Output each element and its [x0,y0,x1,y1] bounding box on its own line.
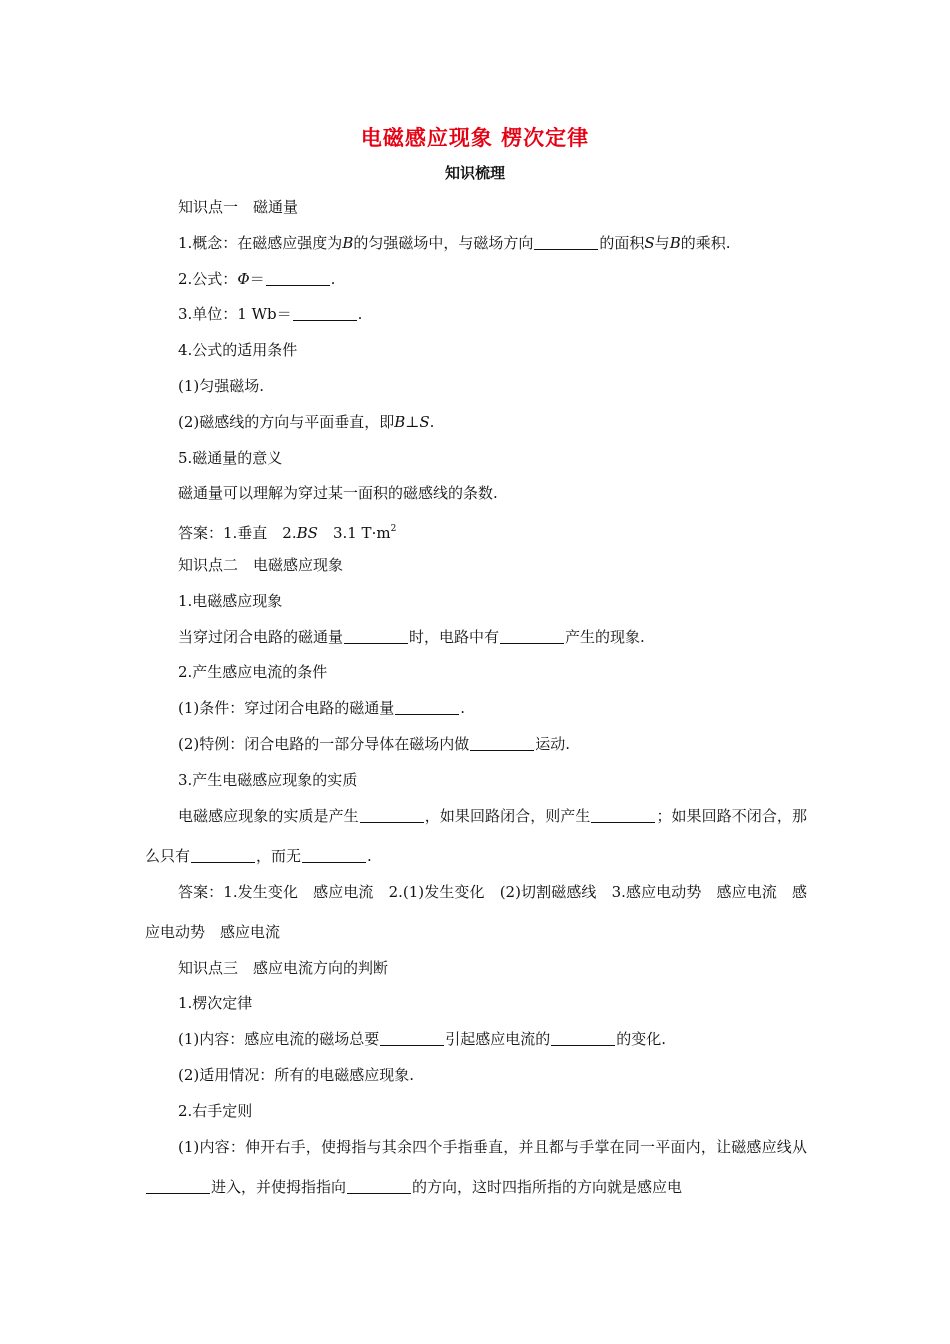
fill-blank [302,846,366,863]
fill-blank [266,269,330,286]
kp3-lenz-law: 1.楞次定律 [178,994,253,1013]
kp2-heading: 知识点二 电磁感应现象 [178,555,344,574]
kp1-heading: 知识点一 磁通量 [178,198,299,216]
kp2-answer: 答案：1.发生变化 感应电流 2.(1)发生变化 (2)切割磁感线 3.感应电动势 感应电流 感应电动势 感应电流 [145,882,807,941]
fill-blank [191,846,255,863]
kp1-conditions: 4.公式的适用条件 [178,341,298,360]
kp2-conditions: 2.产生感应电流的条件 [178,663,328,682]
fill-blank [591,806,655,823]
fill-blank [347,1177,411,1194]
page-title: 电磁感应现象 楞次定律 [360,125,590,150]
kp2-phenomenon: 1.电磁感应现象 [178,591,283,610]
kp1-condition-2: (2)磁感线的方向与平面垂直，即B⊥S. [178,412,435,431]
fill-blank [344,627,408,644]
kp2-essence-text: 电磁感应现象的实质是产生 ，如果回路闭合，则产生 ；如果回路不闭合，那么只有 ，而无 . [145,806,807,865]
kp1-answer: 答案：1.垂直 2.BS 3.1 $T\cdot m^2$ [178,524,397,543]
kp2-condition-1: (1)条件：穿过闭合电路的磁通量 . [178,699,466,718]
fill-blank [293,304,357,321]
fill-blank [534,233,598,250]
fill-blank [500,627,564,644]
fill-blank [146,1177,210,1194]
kp1-concept: 1.概念：在磁感应强度为B的匀强磁场中，与磁场方向 的面积S与B的乘积. [178,233,731,252]
kp2-phenomenon-text: 当穿过闭合电路的磁通量 时，电路中有 产生的现象. [178,627,645,646]
section-subtitle: 知识梳理 [444,164,505,182]
kp3-right-hand-content: (1)内容：伸开右手，使拇指与其余四个手指垂直，并且都与手掌在同一平面内，让磁感应线从进入，并使拇指指向 的方向，这时四指所指的方向就是感应电 [145,1127,807,1207]
fill-blank [551,1029,615,1046]
kp1-meaning: 5.磁通量的意义 [178,448,283,467]
kp3-heading: 知识点三 感应电流方向的判断 [178,958,389,977]
kp1-unit: 3.单位：1 Wb＝ . [178,305,363,324]
document-body [145,195,807,1211]
kp2-essence: 3.产生电磁感应现象的实质 [178,770,358,789]
kp1-condition-1: (1)匀强磁场. [178,376,265,395]
fill-blank [470,734,534,751]
kp1-formula: 2.公式：Φ＝ . [178,269,336,288]
kp3-right-hand-rule: 2.右手定则 [178,1101,253,1120]
fill-blank [395,698,459,715]
kp3-lenz-content: (1)内容：感应电流的磁场总要 引起感应电流的 的变化. [178,1030,667,1049]
kp3-lenz-scope: (2)适用情况：所有的电磁感应现象. [178,1065,415,1084]
kp2-condition-2: (2)特例：闭合电路的一部分导体在磁场内做 运动. [178,734,571,753]
fill-blank [380,1029,444,1046]
kp1-meaning-text: 磁通量可以理解为穿过某一面积的磁感线的条数. [178,484,498,503]
fill-blank [360,806,424,823]
